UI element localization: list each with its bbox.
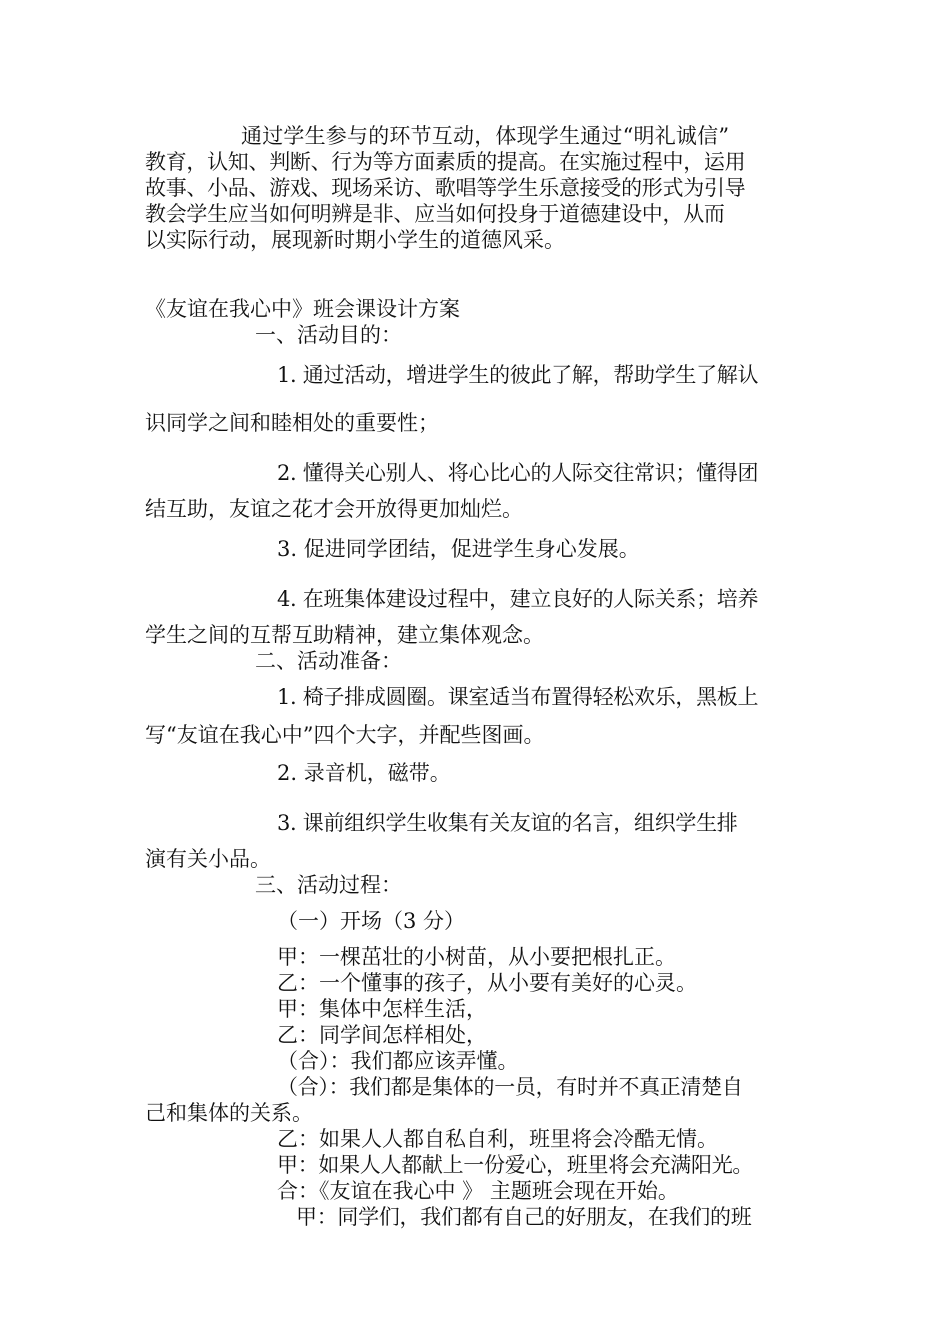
intro-line-1: 通过学生参与的环节互动，体现学生通过“明礼诚信” [241,124,730,148]
dialogue-line: 合：《友谊在我心中 》 主题班会现在开始。 [277,1179,679,1203]
dialogue-line: （合）：我们都应该弄懂。 [277,1049,519,1073]
dialogue-line: （合）：我们都是集体的一员，有时并不真正清楚自 [277,1075,743,1099]
subsection-heading: （一）开场（3 分） [277,909,466,933]
intro-line-4: 教会学生应当如何明辨是非、应当如何投身于道德建设中，从而 [145,202,725,226]
intro-line-3: 故事、小品、游戏、现场采访、歌唱等学生乐意接受的形式为引导 [145,176,746,200]
prep-item-3-line-2: 演有关小品。 [145,847,271,871]
prep-item-1-line-1: 1. 椅子排成圆圈。课室适当布置得轻松欢乐，黑板上 [277,685,759,709]
goal-item-4-line-2: 学生之间的互帮互助精神，建立集体观念。 [145,623,544,647]
dialogue-line: 乙：如果人人都自私自利，班里将会冷酷无情。 [277,1127,718,1151]
dialogue-line: 乙：一个懂事的孩子，从小要有美好的心灵。 [277,971,697,995]
prep-item-2: 2. 录音机，磁带。 [277,761,451,785]
goal-item-3: 3. 促进同学团结，促进学生身心发展。 [277,537,640,561]
prep-item-3-line-1: 3. 课前组织学生收集有关友谊的名言，组织学生排 [277,811,738,835]
goal-item-1-line-1: 1. 通过活动，增进学生的彼此了解，帮助学生了解认 [277,363,759,387]
section-heading: 三、活动过程： [255,873,402,897]
intro-line-5: 以实际行动，展现新时期小学生的道德风采。 [145,228,565,252]
dialogue-line: 甲：同学们，我们都有自己的好朋友，在我们的班 [296,1205,752,1229]
intro-line-2: 教育，认知、判断、行为等方面素质的提高。在实施过程中，运用 [145,150,746,174]
section-heading: 二、活动准备： [255,649,402,673]
dialogue-line: 甲：一棵茁壮的小树苗，从小要把根扎正。 [277,945,676,969]
dialogue-line: 己和集体的关系。 [145,1101,313,1125]
dialogue-line: 甲：集体中怎样生活， [277,997,487,1021]
goal-item-4-line-1: 4. 在班集体建设过程中，建立良好的人际关系；培养 [277,587,759,611]
goal-item-1-line-2: 识同学之间和睦相处的重要性； [145,411,439,435]
document-title: 《友谊在我心中》班会课设计方案 [145,297,460,321]
dialogue-line: 乙：同学间怎样相处， [277,1023,487,1047]
dialogue-line: 甲：如果人人都献上一份爱心，班里将会充满阳光。 [277,1153,754,1177]
goal-item-2-line-1: 2. 懂得关心别人、将心比心的人际交往常识；懂得团 [277,461,759,485]
prep-item-1-line-2: 写“友谊在我心中”四个大字，并配些图画。 [145,723,545,747]
goal-item-2-line-2: 结互助，友谊之花才会开放得更加灿烂。 [145,497,523,521]
section-heading: 一、活动目的： [255,323,402,347]
